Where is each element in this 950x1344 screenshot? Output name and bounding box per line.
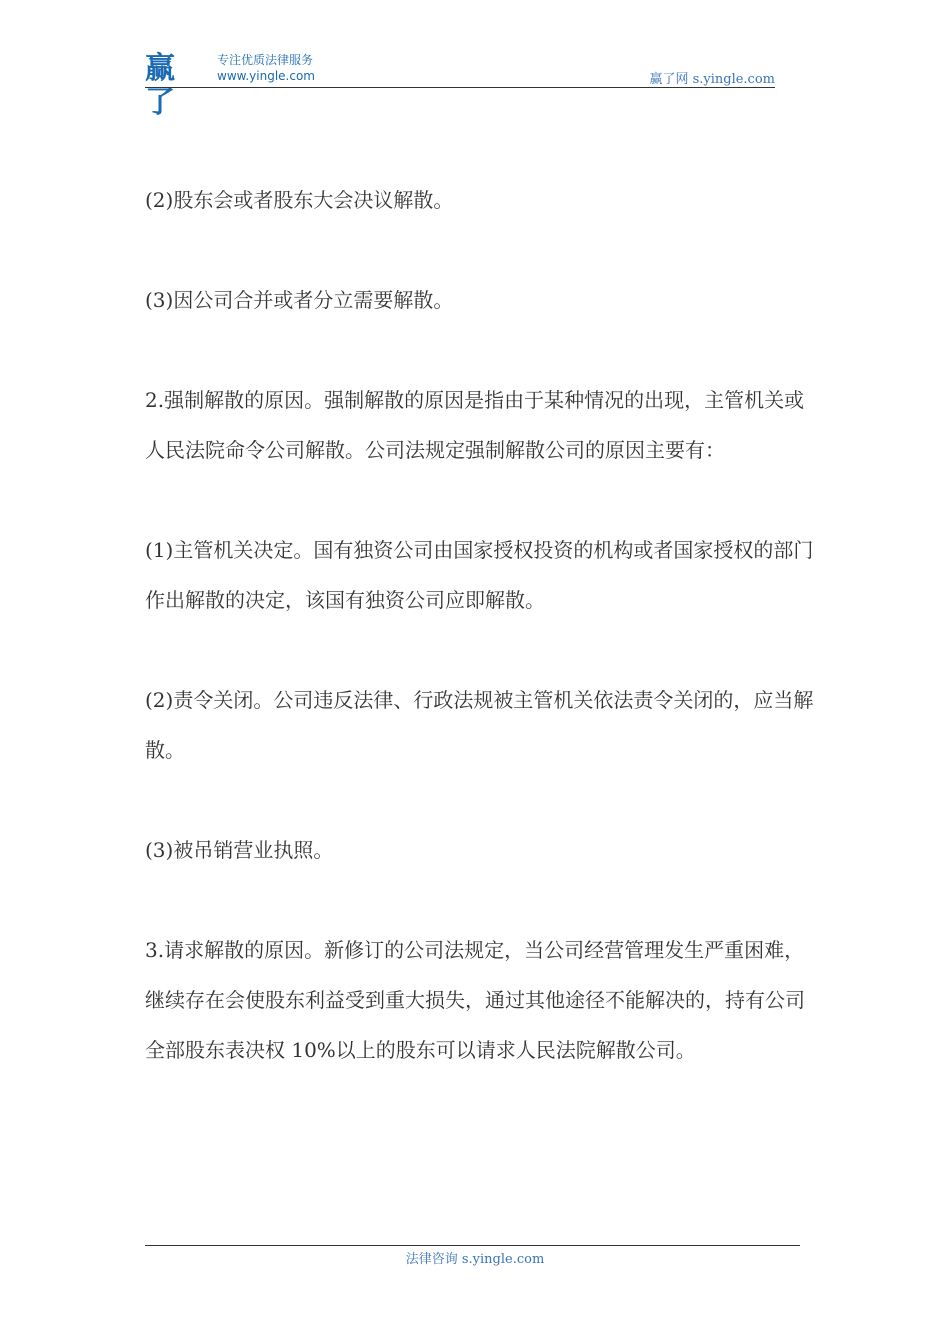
- document-body: [145, 175, 815, 1075]
- paragraph-shareholder-resolution: (2)股东会或者股东大会决议解散。: [145, 188, 454, 212]
- logo-tagline: 专注优质法律服务: [217, 53, 314, 67]
- logo-mark: 赢了: [145, 51, 174, 120]
- footer-consult-link[interactable]: 法律咨询 s.yingle.com: [405, 1252, 545, 1267]
- paragraph-authority-decision: (1)主管机关决定。国有独资公司由国家授权投资的机构或者国家授权的部门作出解散的决定，该国有独资公司应即解散。: [145, 538, 814, 612]
- paragraph-spacer: [145, 625, 815, 675]
- paragraph-license-revoked: (3)被吊销营业执照。: [145, 838, 334, 862]
- paragraph-request-dissolution: 3.请求解散的原因。新修订的公司法规定，当公司经营管理发生严重困难，继续存在会使股东利益受到重大损失，通过其他途径不能解决的，持有公司全部股东表决权 10%以上的股东可以请求人民法院解散公司。: [145, 938, 805, 1062]
- footer-divider: [145, 1245, 800, 1246]
- header-site-link[interactable]: 赢了网 s.yingle.com: [649, 72, 775, 87]
- paragraph-compulsory-dissolution: 2.强制解散的原因。强制解散的原因是指由于某种情况的出现，主管机关或人民法院命令公司解散。公司法规定强制解散公司的原因主要有：: [145, 388, 805, 462]
- paragraph-spacer: [145, 775, 815, 825]
- page-header: [145, 51, 775, 120]
- paragraph-ordered-closure: (2)责令关闭。公司违反法律、行政法规被主管机关依法责令关闭的，应当解散。: [145, 688, 814, 762]
- paragraph-spacer: [145, 475, 815, 525]
- logo-url: www.yingle.com: [217, 69, 315, 83]
- paragraph-spacer: [145, 875, 815, 925]
- header-divider: [145, 87, 775, 88]
- paragraph-spacer: [145, 225, 815, 275]
- paragraph-merger-division: (3)因公司合并或者分立需要解散。: [145, 288, 454, 312]
- paragraph-spacer: [145, 325, 815, 375]
